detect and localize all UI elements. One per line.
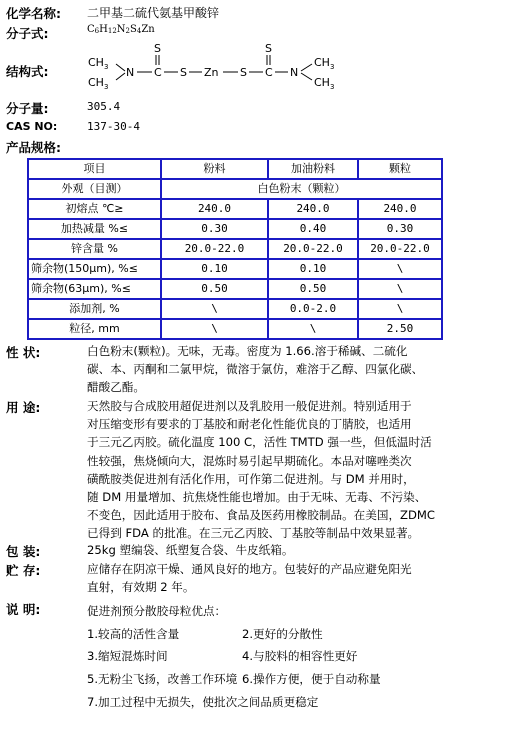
s-top-left: S <box>154 42 161 55</box>
usage-text <box>87 397 467 543</box>
cell-granule: \ <box>358 299 442 319</box>
storage-label: 贮 存: <box>6 563 41 578</box>
molecular-formula: C6H12N2S4Zn <box>87 24 155 35</box>
c-left: C <box>154 66 162 79</box>
cell-granule: 20.0-22.0 <box>358 239 442 259</box>
mw-label: 分子量: <box>6 101 49 116</box>
cell-granule: \ <box>358 259 442 279</box>
cell-powder: 0.50 <box>161 279 268 299</box>
cell-granule: 240.0 <box>358 199 442 219</box>
table-row <box>28 239 442 259</box>
note-item: 5.无粉尘飞扬，改善工作环境 <box>87 672 238 686</box>
text-line: 碳、本、丙酮和二氯甲烷，微溶于氯仿，难溶于乙醇、四氯化碳、 <box>87 362 424 377</box>
ch3-top-right: $CH_3$ <box>314 56 335 71</box>
cell-granule: 0.30 <box>358 219 442 239</box>
chem-name-label: 化学名称: <box>6 6 61 21</box>
structural-formula <box>84 40 344 98</box>
text-line: 磺酰胺类促进剂有活化作用，可作第二促进剂。与 DM 并用时， <box>87 471 415 486</box>
note-item: 1.较高的活性含量 <box>87 627 180 641</box>
row-label: 加热减量 %≤ <box>28 219 161 239</box>
note-item: 3.缩短混炼时间 <box>87 649 168 663</box>
cell-powder: 20.0-22.0 <box>161 239 268 259</box>
text-line: 已得到 FDA 的批准。在三元乙丙胶、丁基胶等制品中效果显著。 <box>87 526 420 541</box>
row-label: 筛余物(150μm), %≤ <box>28 259 161 279</box>
text-line: 醋酸乙酯。 <box>87 380 145 395</box>
c-right: C <box>265 66 273 79</box>
cell-powder: \ <box>161 319 268 339</box>
table-header-row <box>28 159 442 179</box>
cell-oiled-powder: 20.0-22.0 <box>268 239 358 259</box>
cell-powder: 240.0 <box>161 199 268 219</box>
formula-label: 分子式: <box>6 26 49 41</box>
table-row <box>28 299 442 319</box>
molecular-weight: 305.4 <box>87 100 121 113</box>
note-title: 促进剂预分散胶母粒优点： <box>87 604 227 618</box>
storage-text <box>87 560 467 596</box>
spec-label: 产品规格: <box>6 140 61 155</box>
note-label: 说 明: <box>6 602 41 617</box>
text-line: 对压缩变形有要求的丁基胶和耐老化性能优良的丁腈胶，也适用 <box>87 417 412 432</box>
row-label: 添加剂, % <box>28 299 161 319</box>
text-line: 性较强，焦烧倾向大，混炼时易引起早期硫化。本品对噻唑类次 <box>87 453 412 468</box>
cell-oiled-powder: 0.40 <box>268 219 358 239</box>
text-line: 天然胶与合成胶用超促进剂以及乳胶用一般促进剂。特别适用于 <box>87 399 412 413</box>
package-label: 包 装: <box>6 544 41 559</box>
cell-oiled-powder: 0.50 <box>268 279 358 299</box>
table-row <box>28 199 442 219</box>
cell-granule: \ <box>358 279 442 299</box>
row-label: 锌含量 % <box>28 239 161 259</box>
cell-oiled-powder: 0.10 <box>268 259 358 279</box>
property-text <box>87 342 467 397</box>
header-oiled-powder: 加油粉料 <box>268 159 358 179</box>
text-line: 于三元乙丙胶。硫化温度 100 C，活性 TMTD 强一些，但低温时活 <box>87 435 432 450</box>
text-line: 应储存在阴凉干燥、通风良好的地方。包装好的产品应避免阳光 <box>87 562 412 576</box>
s-right: S <box>240 66 247 79</box>
row-label: 外观（目测） <box>28 179 161 199</box>
text-line: 不变色，因此适用于胶布、食品及医药用橡胶制品。在美国，ZDMC <box>87 508 436 523</box>
appearance-value: 白色粉末（颗粒） <box>161 179 442 199</box>
text-line: 随 DM 用量增加、抗焦烧性能也增加。由于无味、无毒、不污染、 <box>87 490 427 505</box>
ch3-bottom-right: $CH_3$ <box>314 76 335 91</box>
n-left: N <box>126 66 135 79</box>
table-row <box>28 179 442 199</box>
text-line: 白色粉末(颗粒)。无味，无毒。密度为 1.66.溶于稀碱、二硫化 <box>87 344 408 358</box>
text-line: 直射，有效期 2 年。 <box>87 580 195 595</box>
header-item: 项目 <box>28 159 161 179</box>
table-row <box>28 319 442 339</box>
header-granule: 颗粒 <box>358 159 442 179</box>
n-right: N <box>290 66 299 79</box>
cell-granule: 2.50 <box>358 319 442 339</box>
cell-oiled-powder: 0.0-2.0 <box>268 299 358 319</box>
header-powder: 粉料 <box>161 159 268 179</box>
spec-table <box>27 158 443 340</box>
table-row <box>28 219 442 239</box>
note-item: 2.更好的分散性 <box>242 627 323 641</box>
note-item: 7.加工过程中无损失，使批次之间品质更稳定 <box>87 695 319 709</box>
row-label: 筛余物(63μm), %≤ <box>28 279 161 299</box>
s-top-right: S <box>265 42 272 55</box>
cas-label: CAS NO: <box>6 120 58 133</box>
cell-powder: 0.10 <box>161 259 268 279</box>
cell-powder: \ <box>161 299 268 319</box>
property-label: 性 状: <box>6 345 41 360</box>
package-text: 25kg 塑编袋、纸塑复合袋、牛皮纸箱。 <box>87 543 294 557</box>
note-item: 4.与胶料的相容性更好 <box>242 649 358 663</box>
table-row <box>28 259 442 279</box>
table-row <box>28 279 442 299</box>
row-label: 粒径, mm <box>28 319 161 339</box>
row-label: 初熔点 ℃≥ <box>28 199 161 219</box>
zn-atom: Zn <box>204 66 219 79</box>
cas-number: 137-30-4 <box>87 120 140 133</box>
ch3-top-left: $CH_3$ <box>88 56 109 71</box>
cell-powder: 0.30 <box>161 219 268 239</box>
usage-label: 用 途: <box>6 400 41 415</box>
s-left: S <box>180 66 187 79</box>
ch3-bottom-left: $CH_3$ <box>88 76 109 91</box>
cell-oiled-powder: 240.0 <box>268 199 358 219</box>
note-item: 6.操作方便，便于自动称量 <box>242 672 381 686</box>
chem-name: 二甲基二硫代氨基甲酸锌 <box>87 6 220 20</box>
cell-oiled-powder: \ <box>268 319 358 339</box>
structure-label: 结构式: <box>6 64 49 79</box>
